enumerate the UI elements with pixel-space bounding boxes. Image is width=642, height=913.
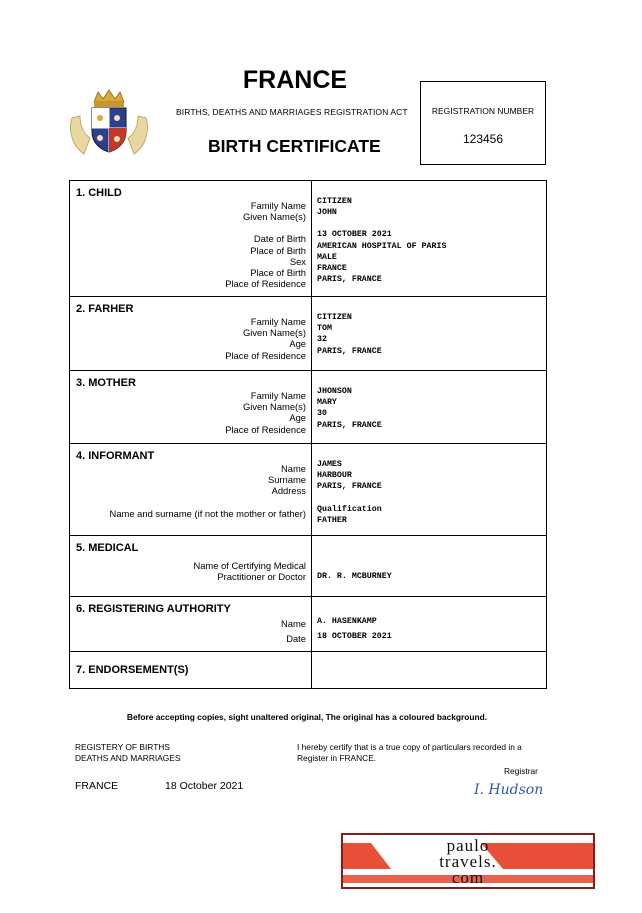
field-value: PARIS, FRANCE — [317, 275, 382, 285]
field-value: MALE — [317, 252, 337, 262]
certificate-title: BIRTH CERTIFICATE — [208, 136, 381, 156]
field-value: JAMES — [317, 460, 342, 469]
registry-line: DEATHS AND MARRIAGES — [75, 752, 181, 763]
field-label: Given Name(s) — [242, 327, 306, 339]
section-informant — [70, 444, 547, 536]
field-label: Surname — [267, 474, 306, 486]
field-label: Date — [286, 633, 306, 644]
field-label: Name — [280, 463, 306, 474]
field-value: PARIS, FRANCE — [317, 482, 382, 492]
registration-number-label: REGISTRATION NUMBER — [431, 106, 535, 116]
certificate-table — [69, 180, 547, 689]
registration-number-value: 123456 — [462, 132, 504, 146]
registrar-label: Registrar — [504, 766, 538, 776]
country-title: FRANCE — [242, 66, 348, 94]
coat-of-arms-icon — [66, 88, 152, 158]
field-label: Place of Residence — [225, 349, 306, 361]
field-value: A. HASENKAMP — [317, 617, 377, 626]
section-child — [70, 181, 547, 297]
field-value: PARIS, FRANCE — [317, 346, 382, 356]
field-value: HARBOUR — [317, 471, 352, 481]
section-heading: 2. FARHER — [76, 303, 134, 315]
registration-act: BIRTHS, DEATHS AND MARRIAGES REGISTRATION ACT — [176, 107, 408, 117]
field-value: JHONSON — [317, 387, 352, 396]
field-value: FATHER — [317, 515, 347, 525]
field-value: Qualification — [317, 504, 382, 514]
field-label: Age — [289, 412, 306, 424]
field-label: Name of Certifying Medical — [193, 560, 306, 571]
field-label: Date of Birth — [253, 233, 306, 245]
field-value: JOHN — [317, 208, 337, 218]
field-value: CITIZEN — [317, 197, 352, 206]
section-heading: 4. INFORMANT — [76, 450, 155, 462]
issue-place: FRANCE — [75, 780, 119, 792]
registry-name — [75, 742, 180, 763]
section-heading: 3. MOTHER — [76, 377, 136, 389]
field-label: Age — [289, 338, 306, 350]
section-heading: 7. ENDORSEMENT(S) — [76, 664, 189, 676]
field-label: Place of Residence — [225, 423, 306, 435]
field-label: Practitioner or Doctor — [217, 571, 306, 583]
section-medical — [70, 536, 547, 597]
field-label: Given Name(s) — [242, 211, 306, 223]
field-label: Given Name(s) — [242, 401, 306, 413]
registrar-signature: I. Hudson — [474, 782, 544, 798]
field-label: Place of Birth — [250, 244, 306, 256]
field-label: Sex — [289, 255, 306, 267]
certify-line: I hereby certify that is a true copy of particulars recorded in a — [297, 742, 522, 752]
field-value: FRANCE — [317, 264, 347, 274]
section-mother — [70, 371, 547, 444]
section-endorsements — [70, 652, 547, 689]
field-label: Place of Residence — [225, 278, 306, 290]
field-label: Place of Birth — [250, 267, 306, 279]
original-note: Before accepting copies, sight unaltered original, The original has a coloured background. — [126, 712, 488, 722]
field-value: 18 OCTOBER 2021 — [317, 632, 392, 641]
watermark-line: com — [451, 868, 485, 887]
field-value: 30 — [317, 409, 327, 419]
field-value: 13 OCTOBER 2021 — [317, 230, 392, 240]
section-heading: 6. REGISTERING AUTHORITY — [76, 603, 231, 615]
field-label: Name — [280, 618, 306, 629]
field-label: Family Name — [250, 316, 306, 327]
section-father — [70, 297, 547, 371]
field-value: PARIS, FRANCE — [317, 420, 382, 430]
field-label: Family Name — [250, 390, 306, 401]
issue-date: 18 October 2021 — [165, 780, 244, 792]
registration-number-box — [420, 81, 546, 165]
field-value: 32 — [317, 335, 327, 345]
section-heading: 5. MEDICAL — [76, 542, 139, 554]
field-value: TOM — [317, 324, 332, 334]
certify-line: Register in FRANCE. — [297, 752, 377, 763]
watermark-line: paulo — [446, 836, 490, 855]
field-value: DR. R. MCBURNEY — [317, 572, 392, 581]
section-registering-authority — [70, 597, 547, 652]
field-value: MARY — [317, 398, 337, 408]
field-label: Name and surname (if not the mother or father) — [109, 507, 306, 519]
field-value: AMERICAN HOSPITAL OF PARIS — [317, 241, 447, 251]
certification-statement — [297, 742, 522, 763]
watermark-line: travels. — [439, 852, 497, 871]
watermark-logo — [341, 833, 595, 889]
field-label: Address — [271, 485, 306, 497]
registry-line: REGISTERY OF BIRTHS — [75, 742, 170, 752]
field-value: CITIZEN — [317, 313, 352, 322]
field-label: Family Name — [250, 200, 306, 211]
section-heading: 1. CHILD — [76, 187, 122, 199]
